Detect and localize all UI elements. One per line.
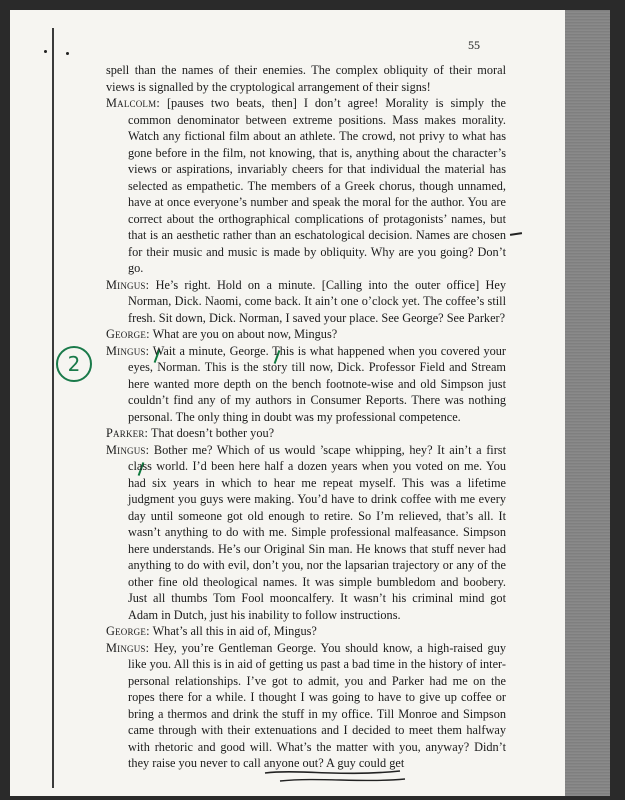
paragraph bbox=[106, 640, 506, 772]
speaker-name: George: bbox=[106, 624, 150, 638]
body-text bbox=[106, 62, 506, 772]
speaker-name: Parker: bbox=[106, 426, 149, 440]
paragraph-text: Hey, you’re Gentleman George. You should know, a high-raised guy like you. All this is in aid of getting us past a bad time in the history of inter-personal relationships. I’ve got to admit, you and Parker had me on the ropes there for a while. I thought I was going to have to give up coffee or bring a thermos and drink the stuff in my office. Till Monroe and Simpson came through with their extenuations and I decided to meet them halfway with rhetoric and good will. What’s the matter with you, anyway? Didn’t they raise you never to call anyone out? A guy could get bbox=[128, 640, 506, 770]
paragraph bbox=[106, 343, 506, 426]
scan-edge bbox=[565, 10, 610, 796]
paragraph bbox=[106, 326, 506, 343]
paragraph bbox=[106, 62, 506, 95]
speaker-name: Mingus: bbox=[106, 442, 150, 457]
paragraph-text: [pauses two beats, then] I don’t agree! Morality is simply the common denominator between extreme positions. Mass makes morality. Watch any fictional film about an athlete. The crowd, not privy to what has gone before in the film, not knowing, that is, anything about the character’s views or aspirations, invariably cheers for that individual the material has selected as empathetic. The members of a Greek chorus, though unnamed, have at once everyone’s number and speak the moral for the author. You are correct about the orthographical complications of protagonists’ names, but that is an aesthetic rather than an eschatological decision. Names are chosen for their music and music is made by obliquity. Why are you going? Don’t go. bbox=[128, 96, 507, 275]
paragraph-text: spell than the names of their enemies. The complex obliquity of their moral views is signalled by the cryptological arrangement of their signs! bbox=[106, 63, 506, 94]
punch-mark bbox=[66, 52, 69, 55]
paragraph-text: What are you on about now, Mingus? bbox=[152, 327, 338, 341]
paragraph-text: Bother me? Which of us would ’scape whipping, hey? It ain’t a first class world. I’d been here half a dozen years when you voted on me. You had six years in which to hear me repeat myself. This was a lifetime judgment you guys were making. You’d have to drink coffee with me every day until someone got old enough to retire. So I’m relieved, that’s all. It wasn’t anything to do with me. Simple professional malfeasance. Simpson here understands. He’s our Original Sin man. He knows that stuff never had anything to do with evil, don’t you, nor the lapsarian trajectory or any of the other fine old theological names. It was simple bumbledom and boobery. Just all thumbs Tom Fool mooncalfery. It wasn’t his criminal mind got Adam in Dutch, just his inability to follow instructions. bbox=[128, 442, 507, 622]
paragraph-text: He’s right. Hold on a minute. [Calling into the outer office] Hey Norman, Dick. Naomi, come back. It ain’t one o’clock yet. The coffee’s still fresh. Sit down, Dick. Norman, I saved your place. See George? See Parker? bbox=[128, 277, 506, 325]
document-page bbox=[10, 10, 610, 796]
paragraph bbox=[106, 277, 506, 327]
paragraph bbox=[106, 95, 506, 277]
paragraph bbox=[106, 442, 506, 624]
speaker-name: George: bbox=[106, 327, 150, 341]
paragraph bbox=[106, 623, 506, 640]
speaker-name: Mingus: bbox=[106, 343, 150, 358]
page-number: 55 bbox=[468, 38, 480, 52]
margin-dash-mark bbox=[510, 232, 522, 236]
paragraph-text: What’s all this in aid of, Mingus? bbox=[152, 624, 317, 638]
binding-margin-line bbox=[52, 28, 54, 788]
punch-mark bbox=[44, 50, 47, 53]
paragraph-text: Wait a minute, George. This is what happened when you covered your eyes, Norman. This is the story till now, Dick. Professor Field and Stream here wanted more depth on the bench footnote-wise and old Simpson just couldn’t find any of my authors in Consumer Reports. There was nothing personal. The only thing in doubt was my professional competence. bbox=[128, 343, 506, 424]
speaker-name: Malcolm: bbox=[106, 96, 160, 110]
circled-number-annotation: 2 bbox=[56, 346, 92, 382]
paragraph-text: That doesn’t bother you? bbox=[151, 426, 275, 440]
speaker-name: Mingus: bbox=[106, 277, 150, 292]
speaker-name: Mingus: bbox=[106, 640, 150, 655]
paragraph bbox=[106, 425, 506, 442]
